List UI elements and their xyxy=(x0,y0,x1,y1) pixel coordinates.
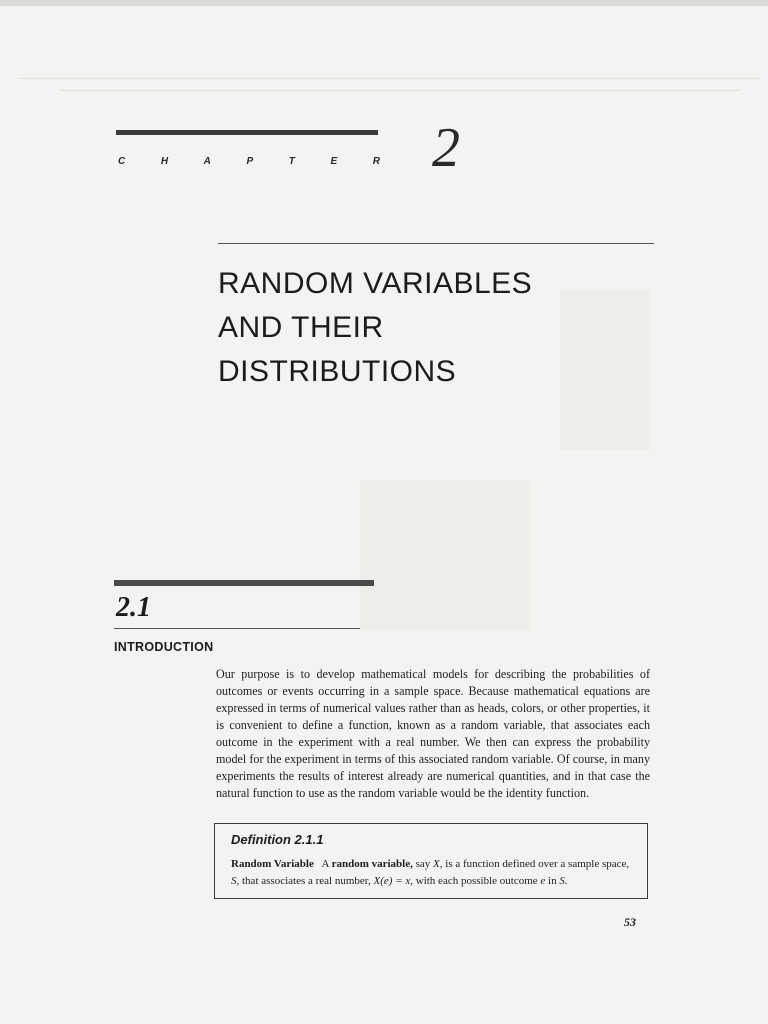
scan-edge xyxy=(0,0,768,6)
definition-title: Definition 2.1.1 xyxy=(231,832,324,847)
definition-fragment: say xyxy=(415,858,431,870)
show-through-figure xyxy=(360,480,530,630)
definition-text xyxy=(231,856,635,890)
section-heading: INTRODUCTION xyxy=(114,640,214,654)
definition-variable: X, xyxy=(433,858,443,870)
definition-fragment: is a function defined over a sample space, xyxy=(445,858,630,870)
title-rule xyxy=(218,243,654,244)
chapter-letter: R xyxy=(372,156,380,167)
section-bar xyxy=(114,580,374,586)
definition-fragment: with each possible outcome xyxy=(415,875,538,887)
definition-fragment: in xyxy=(548,875,557,887)
chapter-title-line: AND THEIR xyxy=(218,311,384,344)
section-number: 2.1 xyxy=(116,592,151,623)
page-number: 53 xyxy=(624,915,636,929)
body-paragraph: Our purpose is to develop mathematical models for describing the probabilities of outcomes or events occurring in a sample space. Because mathematical equations are expressed in terms of numerical values rather than as heads, colors, or other properties, it is convenient to define a function, known as a random variable, that associates each outcome in the experiment with a real number. We then can express the probability model for the experiment in terms of this associated random variable. Of course, in many experiments the results of interest already are numerical quantities, and in that case the natural function to use as the random variable would be the identity function. xyxy=(216,667,650,800)
definition-variable: S. xyxy=(559,875,568,887)
chapter-letter: A xyxy=(203,156,211,167)
definition-expression: X(e) = x, xyxy=(373,875,413,887)
section-rule xyxy=(114,628,360,629)
chapter-number: 2 xyxy=(432,117,460,179)
definition-fragment: A xyxy=(321,858,329,870)
chapter-title xyxy=(218,262,532,394)
chapter-letter: E xyxy=(330,156,338,167)
chapter-title-line: DISTRIBUTIONS xyxy=(218,355,457,388)
show-through-line xyxy=(20,78,760,79)
show-through-block xyxy=(560,290,650,450)
chapter-label xyxy=(118,156,380,167)
chapter-bar xyxy=(116,130,378,135)
chapter-title-line: RANDOM VARIABLES xyxy=(218,267,533,300)
chapter-letter: C xyxy=(118,156,126,167)
chapter-letter: P xyxy=(246,156,254,167)
definition-term: Random Variable xyxy=(231,858,314,870)
definition-box xyxy=(214,823,648,899)
show-through-line xyxy=(60,90,740,91)
definition-variable: S, xyxy=(231,875,240,887)
definition-fragment: that associates a real number, xyxy=(242,875,371,887)
chapter-letter: H xyxy=(160,156,169,167)
definition-variable: e xyxy=(540,875,546,887)
definition-bold-term: random variable, xyxy=(331,858,413,870)
chapter-letter: T xyxy=(288,156,295,167)
